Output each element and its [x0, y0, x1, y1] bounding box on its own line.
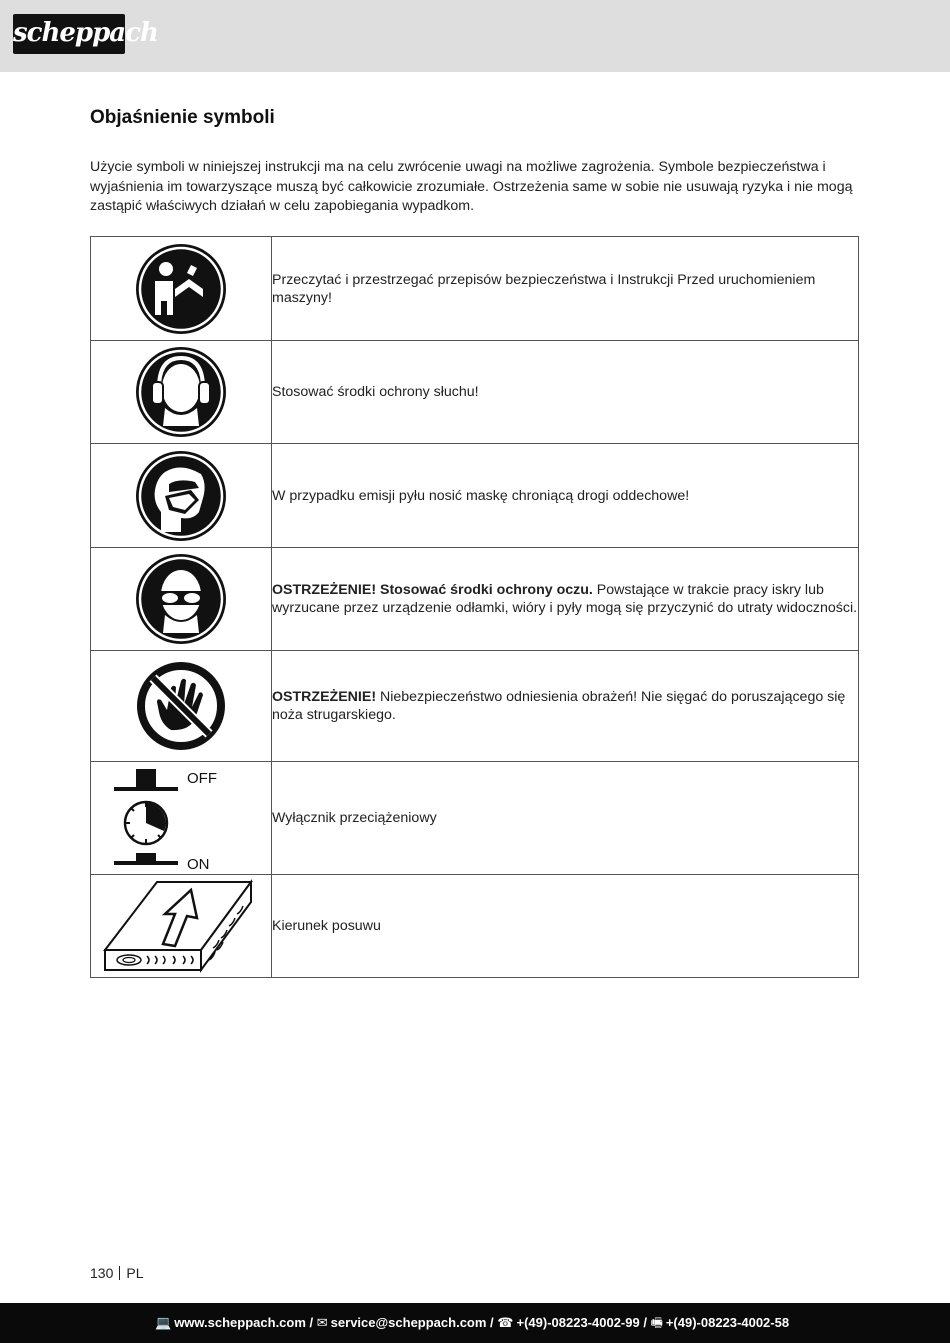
icon-cell [91, 341, 272, 444]
page-title: Objaśnienie symboli [90, 107, 275, 128]
row-text: Przeczytać i przestrzegać przepisów bezpieczeństwa i Instrukcji Przed uruchomieniem maszyny! [272, 271, 816, 306]
text-cell [272, 651, 859, 762]
footer-website[interactable]: www.scheppach.com / [174, 1315, 314, 1330]
table-row [91, 237, 859, 341]
overload-switch-icon [106, 765, 256, 871]
row-text: Wyłącznik przeciążeniowy [272, 810, 437, 826]
footer-fax: +(49)-08223-4002-58 [665, 1315, 790, 1330]
table-row [91, 875, 859, 978]
icon-cell [91, 651, 272, 762]
icon-cell [91, 237, 272, 341]
footer-email[interactable]: service@scheppach.com / [330, 1315, 494, 1330]
footer-contacts [155, 1303, 789, 1343]
intro-paragraph: Użycie symboli w niniejszej instrukcji ma na celu zwrócenie uwagi na możliwe zagrożenia. Symbole bezpieczeństwa i wyjaśnienia im towarzyszące muszą być całkowicie zrozumiałe. Ostrzeżenia same w sobie nie usuwają ryzyka i nie mogą zastąpić właściwych działań w celu zapobiegania wypadkom. [90, 159, 853, 214]
text-cell [272, 548, 859, 651]
phone-icon: ☎ [497, 1315, 514, 1330]
row-text: Kierunek posuwu [272, 918, 381, 934]
row-text: Niebezpieczeństwo odniesienia obrażeń! Nie sięgać do poruszającego się noża strugarskiego. [272, 689, 846, 723]
feed-direction-icon [101, 878, 261, 974]
hearing-protection-icon [135, 346, 227, 438]
mail-icon: ✉ [316, 1315, 328, 1330]
text-cell [272, 237, 859, 341]
page-number-value: 130 [90, 1265, 114, 1281]
fax-icon: 🖷 [650, 1315, 663, 1330]
language-code: PL [126, 1265, 144, 1281]
table-row [91, 444, 859, 548]
table-row [91, 341, 859, 444]
warning-label: OSTRZEŻENIE! [272, 689, 377, 705]
text-cell [272, 444, 859, 548]
eye-protection-icon [135, 553, 227, 645]
icon-cell [91, 762, 272, 875]
on-label: ON [187, 856, 210, 871]
table-row [91, 548, 859, 651]
footer-phone: +(49)-08223-4002-99 / [516, 1315, 647, 1330]
page-number [90, 1265, 143, 1281]
computer-icon: 💻 [155, 1315, 172, 1330]
symbols-table [90, 236, 859, 978]
icon-cell [91, 444, 272, 548]
divider [119, 1266, 120, 1280]
row-text: W przypadku emisji pyłu nosić maskę chroniącą drogi oddechowe! [272, 487, 690, 504]
text-cell [272, 762, 859, 875]
icon-cell [91, 875, 272, 978]
read-manual-icon [135, 243, 227, 335]
header-band [0, 0, 950, 72]
text-cell [272, 341, 859, 444]
scheppach-logo: scheppach [13, 14, 125, 54]
no-hands-icon [135, 660, 227, 752]
warning-label: OSTRZEŻENIE! Stosować środki ochrony oczu. [272, 582, 593, 598]
footer-bar [0, 1303, 950, 1343]
row-text: Powstające w trakcie pracy iskry lub wyrzucane przez urządzenie odłamki, wióry i pyły mogą się przyczynić do utraty widoczności. [272, 582, 858, 616]
table-row [91, 651, 859, 762]
dust-mask-icon [135, 450, 227, 542]
table-row [91, 762, 859, 875]
row-text: Stosować środki ochrony słuchu! [272, 384, 479, 400]
icon-cell [91, 548, 272, 651]
off-label: OFF [187, 770, 217, 787]
text-cell [272, 875, 859, 978]
